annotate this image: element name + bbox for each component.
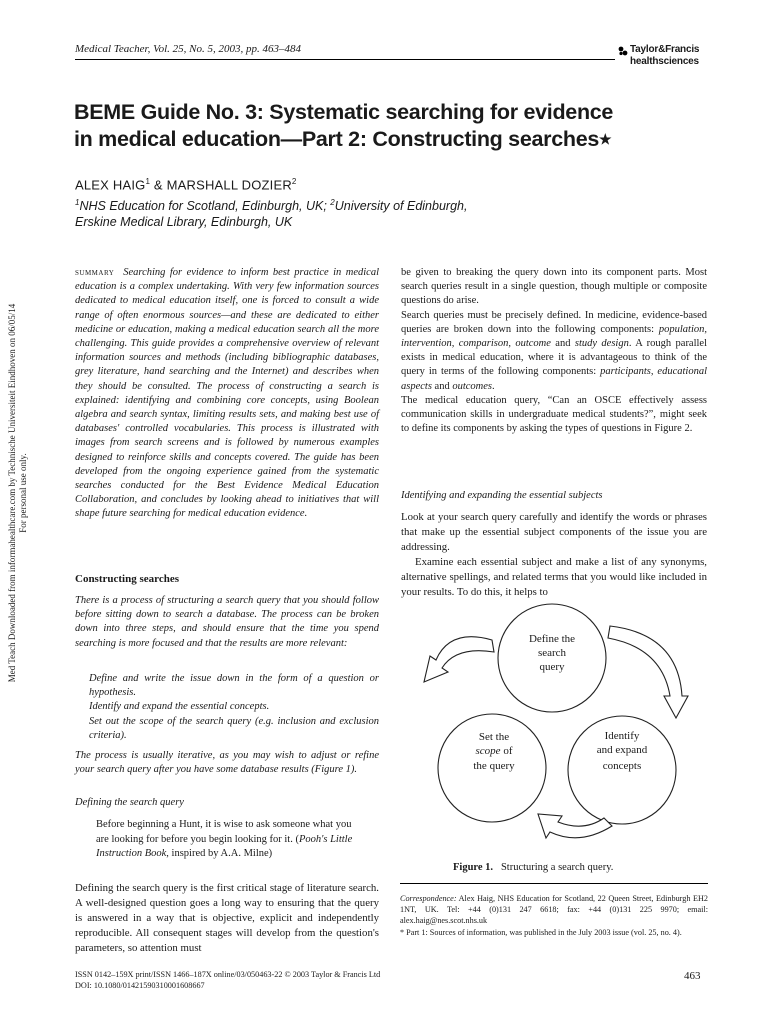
summary-text: Searching for evidence to inform best practice in medical education is a complex undertaking. With very few information sources dedicated to medical education itself, one is forced to consult a wide range of often enormous sources—and these are dedicated to either medicine or education, making a medical education search all the more challenging. This guide provides a comprehensive overview of relevant information sources and methods (including bibliographic databases, grey literature, hand searching and the Internet) and describes when they should be consulted. The process of constructing a search is explained: identifying and combining core concepts, using Boolean algebra and search syntax, limiting results sets, and making best use of databases' controlled vocabularies. This process is illustrated with images from search screens and is followed by numerous examples designed to reinforce skills and concepts covered. The guide has been developed from the ongoing experience gained from the systematic searches conducted for the Best Evidence Medical Education Collaboration, and concludes by looking ahead to initiatives that will shape future searching for medical education evidence. xyxy=(75,267,379,520)
caption-label: Figure 1. xyxy=(453,862,494,873)
identifying-body xyxy=(401,510,707,600)
constructing-intro: There is a process of structuring a search query that you should follow before sitting down to search a database. The process can be broken down into three steps, and should ensure that the time you spend searching is more focused and that the results are more relevant: xyxy=(75,595,379,649)
paragraph xyxy=(401,309,707,394)
identify-line-1: Identify xyxy=(604,730,640,742)
title-line-2: in medical education—Part 2: Constructing searches xyxy=(74,127,600,151)
page-number: 463 xyxy=(684,970,701,982)
define-line-3: query xyxy=(539,661,565,673)
list-item: Define and write the issue down in the form of a question or hypothesis. xyxy=(89,673,379,699)
p2-terms: population, intervention, comparison, outcome xyxy=(401,323,707,350)
publisher-logo xyxy=(618,44,728,70)
journal-citation: Medical Teacher, Vol. 25, No. 5, 2003, pp. 463–484 xyxy=(75,43,301,55)
p2-and-2: and xyxy=(431,380,453,392)
publisher-imprint: healthsciences xyxy=(630,56,699,67)
quote-book-title: Pooh's Little Instruction Book xyxy=(96,833,353,859)
article-title xyxy=(74,99,714,153)
download-watermark xyxy=(8,262,26,722)
scope-line-3: the query xyxy=(473,760,515,772)
issn-line: ISSN 0142–159X print/ISSN 1466–187X online/03/050463-22 © 2003 Taylor & Francis Ltd xyxy=(75,970,381,979)
list-item: Identify and expand the essential concepts. xyxy=(89,701,270,713)
watermark-line-1: Med Teach Downloaded from informahealthcare.com by Technische Universiteit Eindhoven on 06/05/14 xyxy=(7,303,17,683)
arrow-top-right xyxy=(608,626,688,718)
figure-1-caption xyxy=(453,862,613,873)
summary-abstract xyxy=(75,266,379,522)
iterative-note: The process is usually iterative, as you may wish to adjust or refine your search query after you have some database results (Figure 1). xyxy=(75,750,379,776)
p2-terms-2: participants, educational aspects xyxy=(401,366,708,392)
quote-text-b: , inspired by A.A. Milne) xyxy=(166,848,273,859)
quote-text-a: Before beginning a Hunt, it is wise to ask someone what you are looking for before you begin looking for it. ( xyxy=(96,819,352,845)
author-2: MARSHALL DOZIER xyxy=(166,177,292,193)
footer-issn xyxy=(75,970,380,991)
p2-end: . xyxy=(492,380,495,392)
scope-line-1: Set the xyxy=(478,731,510,743)
summary-label: summary xyxy=(75,268,115,278)
affil-1-sup: 1 xyxy=(75,198,80,207)
paragraph: Look at your search query carefully and identify the words or phrases that make up the essential subject components of the issue you are addressing. xyxy=(401,511,707,553)
define-line-1: Define the xyxy=(528,633,576,645)
caption-text: Structuring a search query. xyxy=(500,862,614,873)
author-2-sup: 2 xyxy=(291,177,297,186)
list-item: Set out the scope of the search query (e.g. inclusion and exclusion criteria). xyxy=(89,715,379,741)
subheading-defining: Defining the search query xyxy=(75,797,184,808)
title-line-1: BEME Guide No. 3: Systematic searching for evidence xyxy=(74,100,614,124)
figure-1-diagram xyxy=(400,600,710,840)
define-line-2: search xyxy=(537,647,567,659)
author-sep: & xyxy=(150,177,167,193)
doi-line: DOI: 10.1080/01421590310001608667 xyxy=(75,980,205,990)
affil-2-sup: 2 xyxy=(330,198,335,207)
p2-text-a: Search queries must be precisely defined. In medicine, evidence-based queries are broken down into the following components: xyxy=(401,309,707,335)
arrow-top-left xyxy=(424,637,494,682)
pooh-quote xyxy=(96,818,358,862)
paragraph: be given to breaking the query down into its component parts. Most search queries result in a single question, though multiple or composite questions do arise. xyxy=(401,267,707,307)
identify-line-2: and expand xyxy=(596,744,648,756)
steps-list xyxy=(89,672,379,743)
watermark-line-2: For personal use only. xyxy=(18,453,28,533)
author-line xyxy=(75,177,297,192)
arrow-bottom xyxy=(538,814,612,838)
p2-term-outcomes: outcomes xyxy=(452,380,493,392)
defining-body: Defining the search query is the first critical stage of literature search. A well-designed question goes a long way to ensuring that the query is answered in a way that is objective, explicit and independently reproducible. All consequent stages will develop from the question's parameters, so attention must xyxy=(75,882,379,954)
correspondence-label: Correspondence: xyxy=(400,894,457,903)
right-column-text xyxy=(401,266,707,436)
paragraph: The medical education query, “Can an OSCE effectively assess communication skills in undergraduate medical students?”, might seek to define its components by asking the types of questions in Figure 2. xyxy=(401,394,707,435)
paragraph: Examine each essential subject and make a list of any synonyms, alternative spellings, and related terms that you would like included in your results. To do this, it helps to xyxy=(401,556,707,598)
publisher-logo-icon xyxy=(618,46,628,56)
subheading-identifying: Identifying and expanding the essential subjects xyxy=(401,490,603,501)
author-1-sup: 1 xyxy=(145,177,151,186)
scope-word: scope xyxy=(475,745,501,757)
title-star: ★ xyxy=(599,131,612,147)
affiliations xyxy=(75,195,635,230)
scope-of: of xyxy=(500,745,513,757)
author-1: ALEX HAIG xyxy=(75,177,146,193)
correspondence-text: Alex Haig, NHS Education for Scotland, 22 Queen Street, Edinburgh EH2 1NT, UK. Tel: +44 (0)131 247 6618; fax: +44 (0)131 225 9970; email: alex.haig@nes.scot.nhs.uk xyxy=(400,894,708,926)
footnote-rule xyxy=(400,883,708,884)
section-heading-constructing: Constructing searches xyxy=(75,573,179,585)
publisher-name: Taylor&Francis xyxy=(630,44,700,55)
header-rule xyxy=(75,59,615,60)
p2-text-b: . A rough parallel exists in medical education, where it is advantageous to think of the query in terms of the following components: xyxy=(401,338,708,378)
correspondence-note xyxy=(400,893,708,938)
identify-line-3: concepts xyxy=(602,760,642,772)
scope-line-2 xyxy=(476,745,513,757)
p2-term-study-design: study design xyxy=(574,338,629,350)
affil-3: Erskine Medical Library, Edinburgh, UK xyxy=(75,215,293,230)
part1-footnote: * Part 1: Sources of information, was published in the July 2003 issue (vol. 25, no. 4). xyxy=(400,927,682,937)
p2-and: and xyxy=(550,338,575,350)
affil-2: University of Edinburgh, xyxy=(334,199,468,214)
affil-1: NHS Education for Scotland, Edinburgh, UK; xyxy=(79,199,331,214)
